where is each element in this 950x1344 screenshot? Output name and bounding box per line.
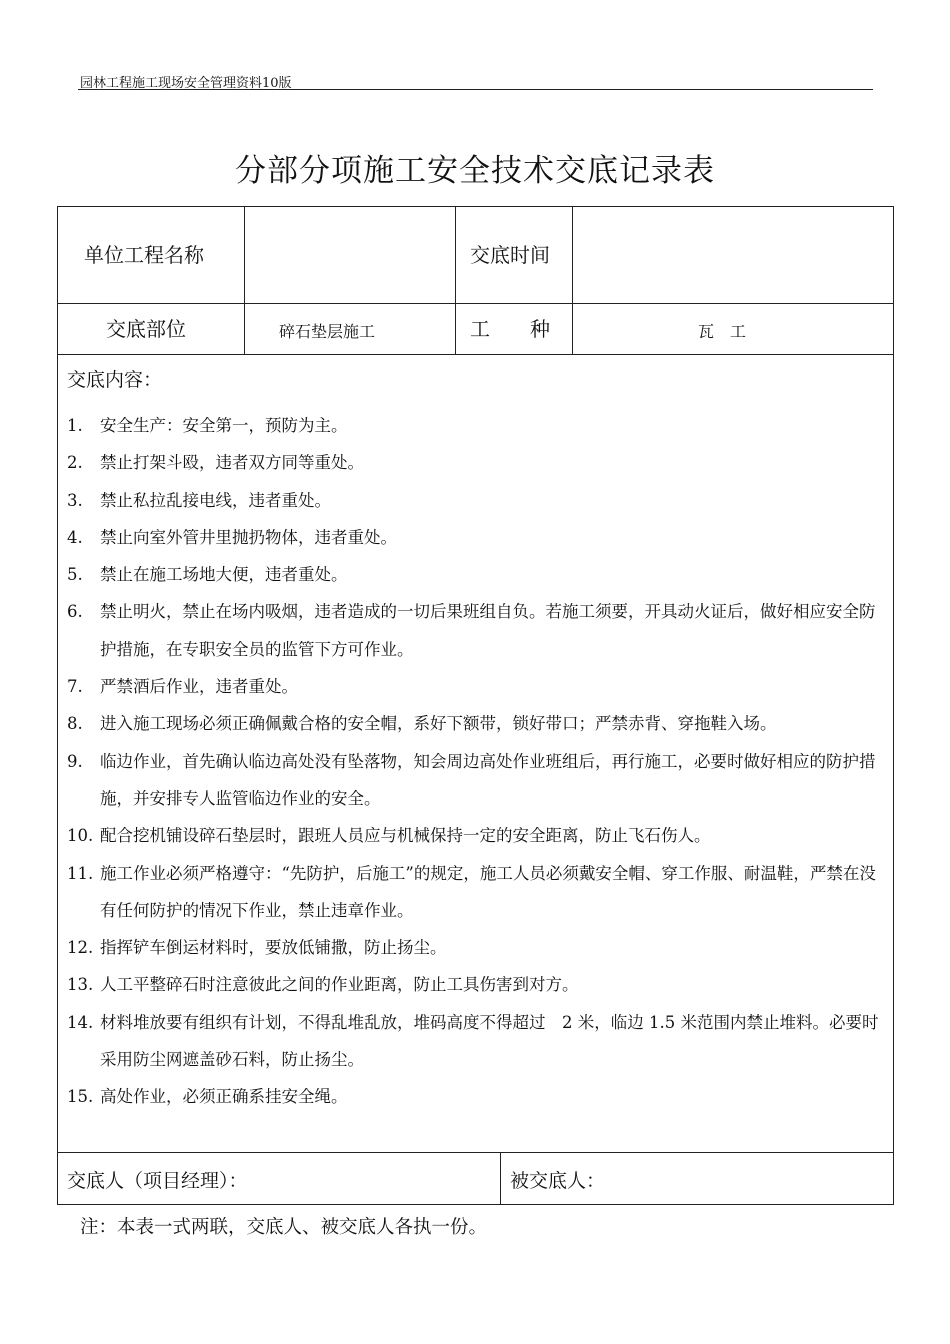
item-number: 9. (67, 751, 83, 771)
item-number: 12. (67, 938, 94, 958)
list-item (58, 556, 895, 593)
recipient-signature-label: 被交底人： (510, 1170, 606, 1192)
item-text: 禁止向室外管井里抛扔物体，违者重处。 (100, 527, 397, 547)
content-bottom-border (58, 1152, 893, 1153)
row2-bottom-border (58, 354, 893, 355)
briefing-part-value: 碎石垫层施工 (279, 322, 376, 341)
row1-bottom-border (58, 303, 893, 304)
list-item (58, 705, 895, 742)
document-header: 园林工程施工现场安全管理资料10版 (80, 76, 292, 91)
col3-border (572, 207, 573, 355)
item-number: 4. (67, 527, 83, 547)
item-text: 临边作业，首先确认临边高处没有坠落物，知会周边高处作业班组后，再行施工，必要时做好相应的防护措施，并安排专人监管临边作业的安全。 (100, 751, 876, 808)
col2-border (455, 207, 456, 355)
list-item (58, 444, 895, 481)
item-text: 禁止私拉乱接电线，违者重处。 (100, 490, 331, 510)
item-text: 进入施工现场必须正确佩戴合格的安全帽，系好下额带，锁好带口；严禁赤背、穿拖鞋入场。 (100, 714, 777, 734)
header-divider (78, 89, 873, 90)
record-form (57, 206, 894, 1205)
list-item (58, 407, 895, 444)
list-item (58, 482, 895, 519)
item-number: 2. (67, 453, 83, 473)
briefing-part-label: 交底部位 (106, 317, 186, 341)
item-number: 6. (67, 602, 83, 622)
project-name-label: 单位工程名称 (84, 243, 204, 267)
page-title: 分部分项施工安全技术交底记录表 (235, 153, 715, 189)
trade-value: 瓦 工 (698, 322, 747, 341)
col1-border (244, 207, 245, 355)
item-text: 安全生产：安全第一，预防为主。 (100, 416, 348, 435)
item-number: 7. (67, 677, 83, 697)
item-text: 禁止打架斗殴，违者双方同等重处。 (100, 453, 364, 473)
item-text: 人工平整碎石时注意彼此之间的作业距离，防止工具伤害到对方。 (100, 975, 579, 995)
item-number: 1. (67, 416, 83, 435)
item-number: 3. (67, 490, 83, 510)
item-text: 禁止在施工场地大便，违者重处。 (100, 565, 348, 585)
footnote: 注：本表一式两联，交底人、被交底人各执一份。 (80, 1217, 488, 1238)
list-item (58, 1078, 895, 1115)
briefing-time-label: 交底时间 (470, 243, 550, 267)
item-text: 禁止明火，禁止在场内吸烟，违者造成的一切后果班组自负。若施工须要，开具动火证后，做好相应安全防护措施，在专职安全员的监管下方可作业。 (100, 602, 876, 659)
list-item (58, 593, 895, 668)
trade-label: 工 种 (470, 317, 550, 341)
item-number: 14. (67, 1012, 94, 1032)
briefing-items (58, 407, 895, 1116)
list-item (58, 966, 895, 1003)
content-title: 交底内容： (67, 369, 163, 391)
briefer-signature-label: 交底人（项目经理）： (67, 1170, 248, 1192)
list-item (58, 817, 895, 854)
item-number: 8. (67, 714, 83, 734)
list-item (58, 519, 895, 556)
sign-divider (500, 1152, 501, 1205)
item-number: 15. (67, 1087, 94, 1107)
item-text: 材料堆放要有组织有计划，不得乱堆乱放，堆码高度不得超过 2 米，临边 1.5 米范围内禁止堆料。必要时采用防尘网遮盖砂石料，防止扬尘。 (100, 1012, 879, 1070)
list-item (58, 929, 895, 966)
list-item (58, 743, 895, 818)
item-number: 11. (67, 863, 94, 883)
item-text: 配合挖机铺设碎石垫层时，跟班人员应与机械保持一定的安全距离，防止飞石伤人。 (100, 826, 711, 846)
list-item (58, 1004, 895, 1079)
list-item (58, 668, 895, 705)
list-item (58, 855, 895, 930)
item-number: 5. (67, 565, 83, 585)
item-text: 高处作业，必须正确系挂安全绳。 (100, 1087, 348, 1107)
item-text: 施工作业必须严格遵守：“先防护，后施工”的规定，施工人员必须戴安全帽、穿工作服、耐温鞋，严禁在没有任何防护的情况下作业，禁止违章作业。 (100, 863, 876, 920)
item-number: 13. (67, 975, 94, 995)
item-text: 指挥铲车倒运材料时，要放低铺撒，防止扬尘。 (100, 938, 447, 958)
item-number: 10. (67, 826, 94, 846)
item-text: 严禁酒后作业，违者重处。 (100, 677, 298, 697)
